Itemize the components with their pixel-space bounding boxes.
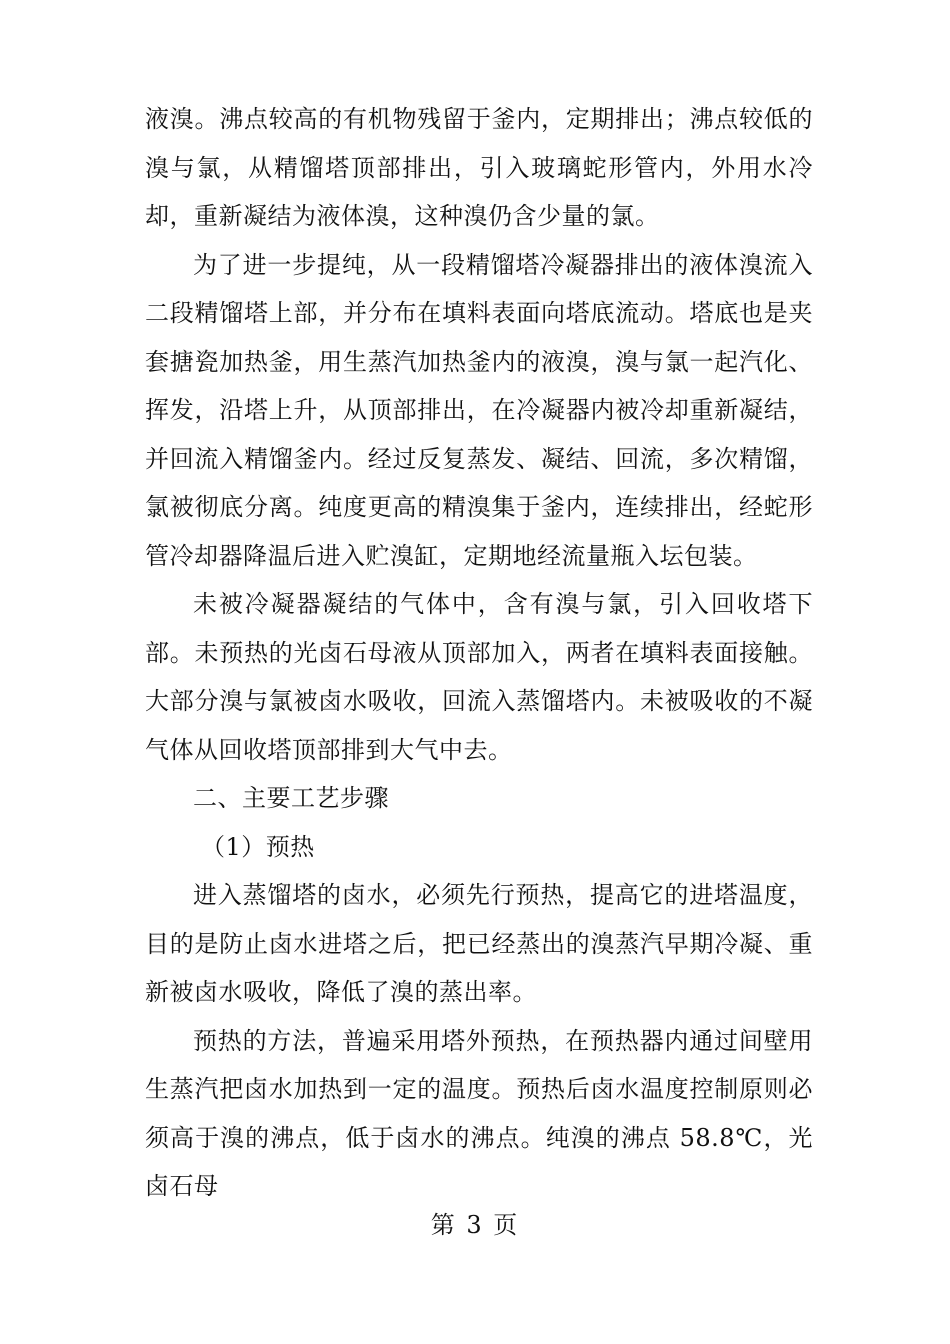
paragraph-preheat-purpose: 进入蒸馏塔的卤水，必须先行预热，提高它的进塔温度，目的是防止卤水进塔之后，把已经蒸出的溴蒸汽早期冷凝、重新被卤水吸收，降低了溴的蒸出率。 bbox=[145, 881, 813, 1006]
document-body bbox=[145, 95, 813, 1211]
subsection-heading: （1）预热 bbox=[201, 832, 315, 861]
paragraph-purification: 为了进一步提纯，从一段精馏塔冷凝器排出的液体溴流入二段精馏塔上部，并分布在填料表面向塔底流动。塔底也是夹套搪瓷加热釜，用生蒸汽加热釜内的液溴，溴与氯一起汽化、挥发，沿塔上升，从顶部排出，在冷凝器内被冷却重新凝结，并回流入精馏釜内。经过反复蒸发、凝结、回流，多次精馏，氯被彻底分离。纯度更高的精溴集于釜内，连续排出，经蛇形管冷却器降温后进入贮溴缸，定期地经流量瓶入坛包装。 bbox=[145, 250, 813, 570]
paragraph-preheat-method: 预热的方法，普遍采用塔外预热，在预热器内通过间壁用生蒸汽把卤水加热到一定的温度。预热后卤水温度控制原则必须高于溴的沸点，低于卤水的沸点。纯溴的沸点 58.8℃，光卤石母 bbox=[145, 1026, 813, 1200]
paragraph-continuation: 液溴。沸点较高的有机物残留于釜内，定期排出；沸点较低的溴与氯，从精馏塔顶部排出，引入玻璃蛇形管内，外用水冷却，重新凝结为液体溴，这种溴仍含少量的氯。 bbox=[145, 105, 813, 230]
section-heading: 二、主要工艺步骤 bbox=[193, 784, 389, 812]
page-number: 第 3 页 bbox=[430, 1211, 520, 1239]
paragraph-recovery-tower: 未被冷凝器凝结的气体中，含有溴与氯，引入回收塔下部。未预热的光卤石母液从顶部加入，两者在填料表面接触。大部分溴与氯被卤水吸收，回流入蒸馏塔内。未被吸收的不凝气体从回收塔顶部排到大气中去。 bbox=[145, 590, 813, 764]
